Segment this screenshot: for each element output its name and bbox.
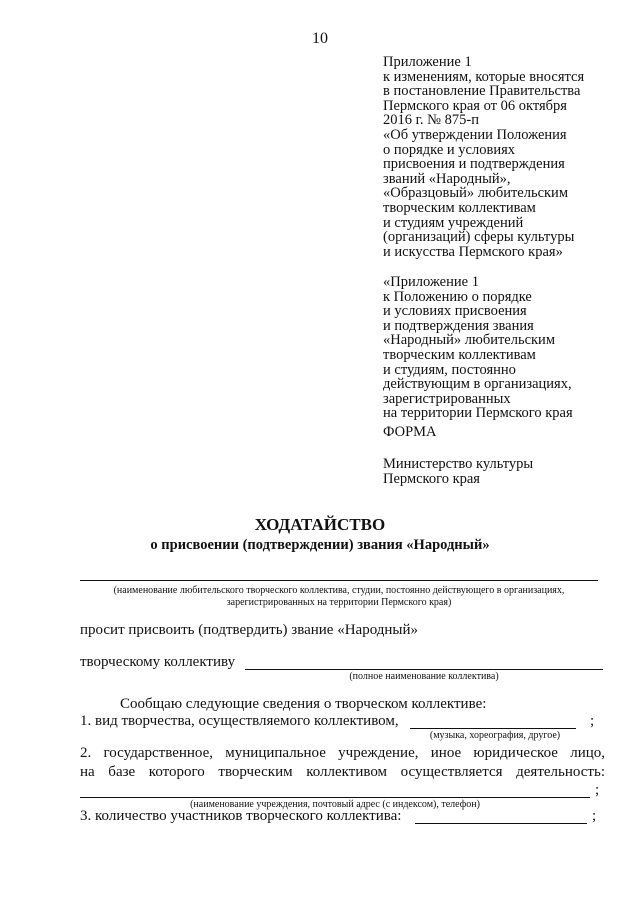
item-2-semicolon: ; [595,782,600,798]
item-3-text: 3. количество участников творческого коллектива: [80,808,402,824]
appendix-line: присвоения и подтверждения [383,156,565,173]
participants-count-line[interactable] [415,823,587,824]
position-line: на территории Пермского края [383,405,573,422]
appendix-line: Пермского края от 06 октября [383,97,567,114]
caption-line: зарегистрированных на территории Пермского края) [226,597,452,608]
institution-caption: (наименование учреждения, почтовый адрес (с индексом), телефон) [190,799,480,810]
item-2-line-2: на базе которого творческим коллективом осуществляется деятельность: [80,764,605,780]
collective-full-name-line[interactable] [245,669,603,670]
position-line: зарегистрированных [383,390,511,407]
full-name-caption: (полное наименование коллектива) [349,671,499,682]
position-appendix-block [383,275,623,421]
collective-label: творческому коллективу [80,654,236,670]
document-title: ХОДАТАЙСТВО [254,515,386,534]
appendix-line: «Об утверждении Положения [383,126,567,143]
position-line: к Положению о порядке [383,288,532,305]
appendix-line: «Образцовый» любительским [383,185,568,202]
appendix-line: и студиям учреждений [383,214,524,231]
item-2-line-1: 2. государственное, муниципальное учреждение, иное юридическое лицо, [80,745,605,761]
activity-type-caption: (музыка, хореография, другое) [429,730,561,741]
position-line: и подтверждения звания [383,317,534,334]
activity-type-line[interactable] [410,728,576,729]
ministry-block [383,457,623,486]
appendix-line: творческим коллективам [383,199,536,216]
appendix-line: о порядке и условиях [383,141,516,158]
appendix-line: и искусства Пермского края» [383,243,563,260]
appendix-header-block [383,55,623,259]
position-line: действующим в организациях, [383,376,572,393]
ministry-line: Пермского края [383,470,480,487]
position-line: «Приложение 1 [383,274,479,290]
appendix-line: (организаций) сферы культуры [383,229,575,246]
item-1-text: 1. вид творчества, осуществляемого коллективом, [80,713,399,729]
caption-line: (наименование любительского творческого коллектива, студии, постоянно действующего в организациях, [113,585,565,596]
page-number: 10 [312,30,328,47]
appendix-line: Приложение 1 [383,54,472,70]
position-line: и студиям, постоянно [383,361,516,378]
institution-line[interactable] [80,797,590,798]
appendix-line: 2016 г. № 875-п [383,112,479,129]
intro-text: Сообщаю следующие сведения о творческом коллективе: [120,696,487,712]
position-line: и условиях присвоения [383,303,527,320]
document-subtitle: о присвоении (подтверждении) звания «Народный» [150,537,490,553]
position-line: творческим коллективам [383,346,536,363]
item-3-semicolon: ; [592,808,597,824]
collective-name-line[interactable] [80,580,598,581]
appendix-line: званий «Народный», [383,170,511,187]
form-label: ФОРМА [383,424,437,440]
position-line: «Народный» любительским [383,332,555,349]
appendix-line: в постановление Правительства [383,83,581,100]
request-text: просит присвоить (подтвердить) звание «Народный» [80,622,419,638]
collective-name-caption [80,585,598,609]
ministry-line: Министерство культуры [383,456,534,472]
appendix-line: к изменениям, которые вносятся [383,68,585,85]
item-1-semicolon: ; [590,713,595,729]
